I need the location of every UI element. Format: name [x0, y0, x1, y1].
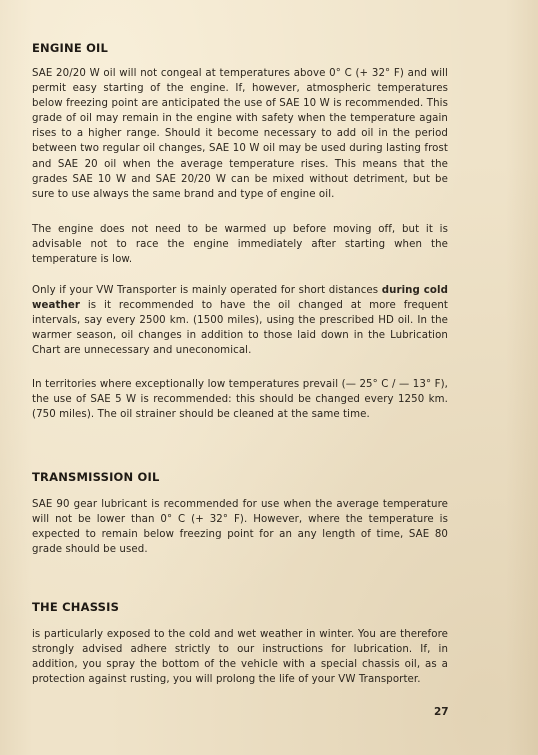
section-heading-transmission-oil: TRANSMISSION OIL — [32, 470, 160, 484]
engine-oil-paragraph-4 — [32, 377, 448, 422]
section-heading-the-chassis: THE CHASSIS — [32, 600, 120, 614]
engine-oil-paragraph-1 — [32, 66, 448, 202]
paragraph-text: SAE 20/20 W oil will not congeal at temperatures above 0° C (+ 32° F) and will permit easy starting of the engine. If, however, atmospheric temperatures below freezing point are anticipated the use of SAE 10 W is recommended. This grade of oil may remain in the engine with safety when the temperature again rises to a higher range. Should it become necessary to add oil in the period between two regular oil changes, SAE 10 W oil may be used during lasting frost and SAE 20 oil when the average temperature rises. This means that the grades SAE 10 W and SAE 20/20 W can be mixed without detriment, but be sure to use always the same brand and type of engine oil. — [32, 68, 448, 200]
engine-oil-paragraph-2 — [32, 222, 448, 267]
engine-oil-paragraph-3 — [32, 283, 448, 358]
paragraph-text: is it recommended to have the oil changed at more frequent intervals, say every 2500 km. (1500 miles), using the prescribed HD oil. In the warmer season, oil changes in addition to those laid down in the Lubrication Chart are unnecessary and uneconomical. — [32, 300, 448, 357]
paragraph-text: SAE 90 gear lubricant is recommended for use when the average temperature will not be lower than 0° C (+ 32° F). However, where the temperature is expected to remain below freezing point for an any length of time, SAE 80 grade should be used. — [32, 499, 448, 556]
paragraph-text: In territories where exceptionally low temperatures prevail (— 25° C / — 13° F), the use of SAE 5 W is recommended: this should be changed every 1250 km. (750 miles). The oil strainer should be cleaned at the same time. — [32, 379, 448, 421]
section-heading-engine-oil: ENGINE OIL — [32, 41, 109, 55]
paragraph-text: Only if your VW Transporter is mainly operated for short distances — [32, 285, 382, 296]
transmission-oil-paragraph — [32, 497, 448, 557]
page-number: 27 — [434, 706, 449, 718]
chassis-paragraph — [32, 627, 448, 687]
paragraph-bold-text: during cold weather — [32, 285, 448, 312]
paragraph-text: is particularly exposed to the cold and wet weather in winter. You are therefore strongly advised adhere strictly to our instructions for lubrication. If, in addition, you spray the bottom of the vehicle with a special chassis oil, as a protection against rusting, you will prolong the life of your VW Transporter. — [32, 629, 448, 686]
paragraph-text: The engine does not need to be warmed up before moving off, but it is advisable not to race the engine immediately after starting when the temperature is low. — [32, 224, 448, 266]
